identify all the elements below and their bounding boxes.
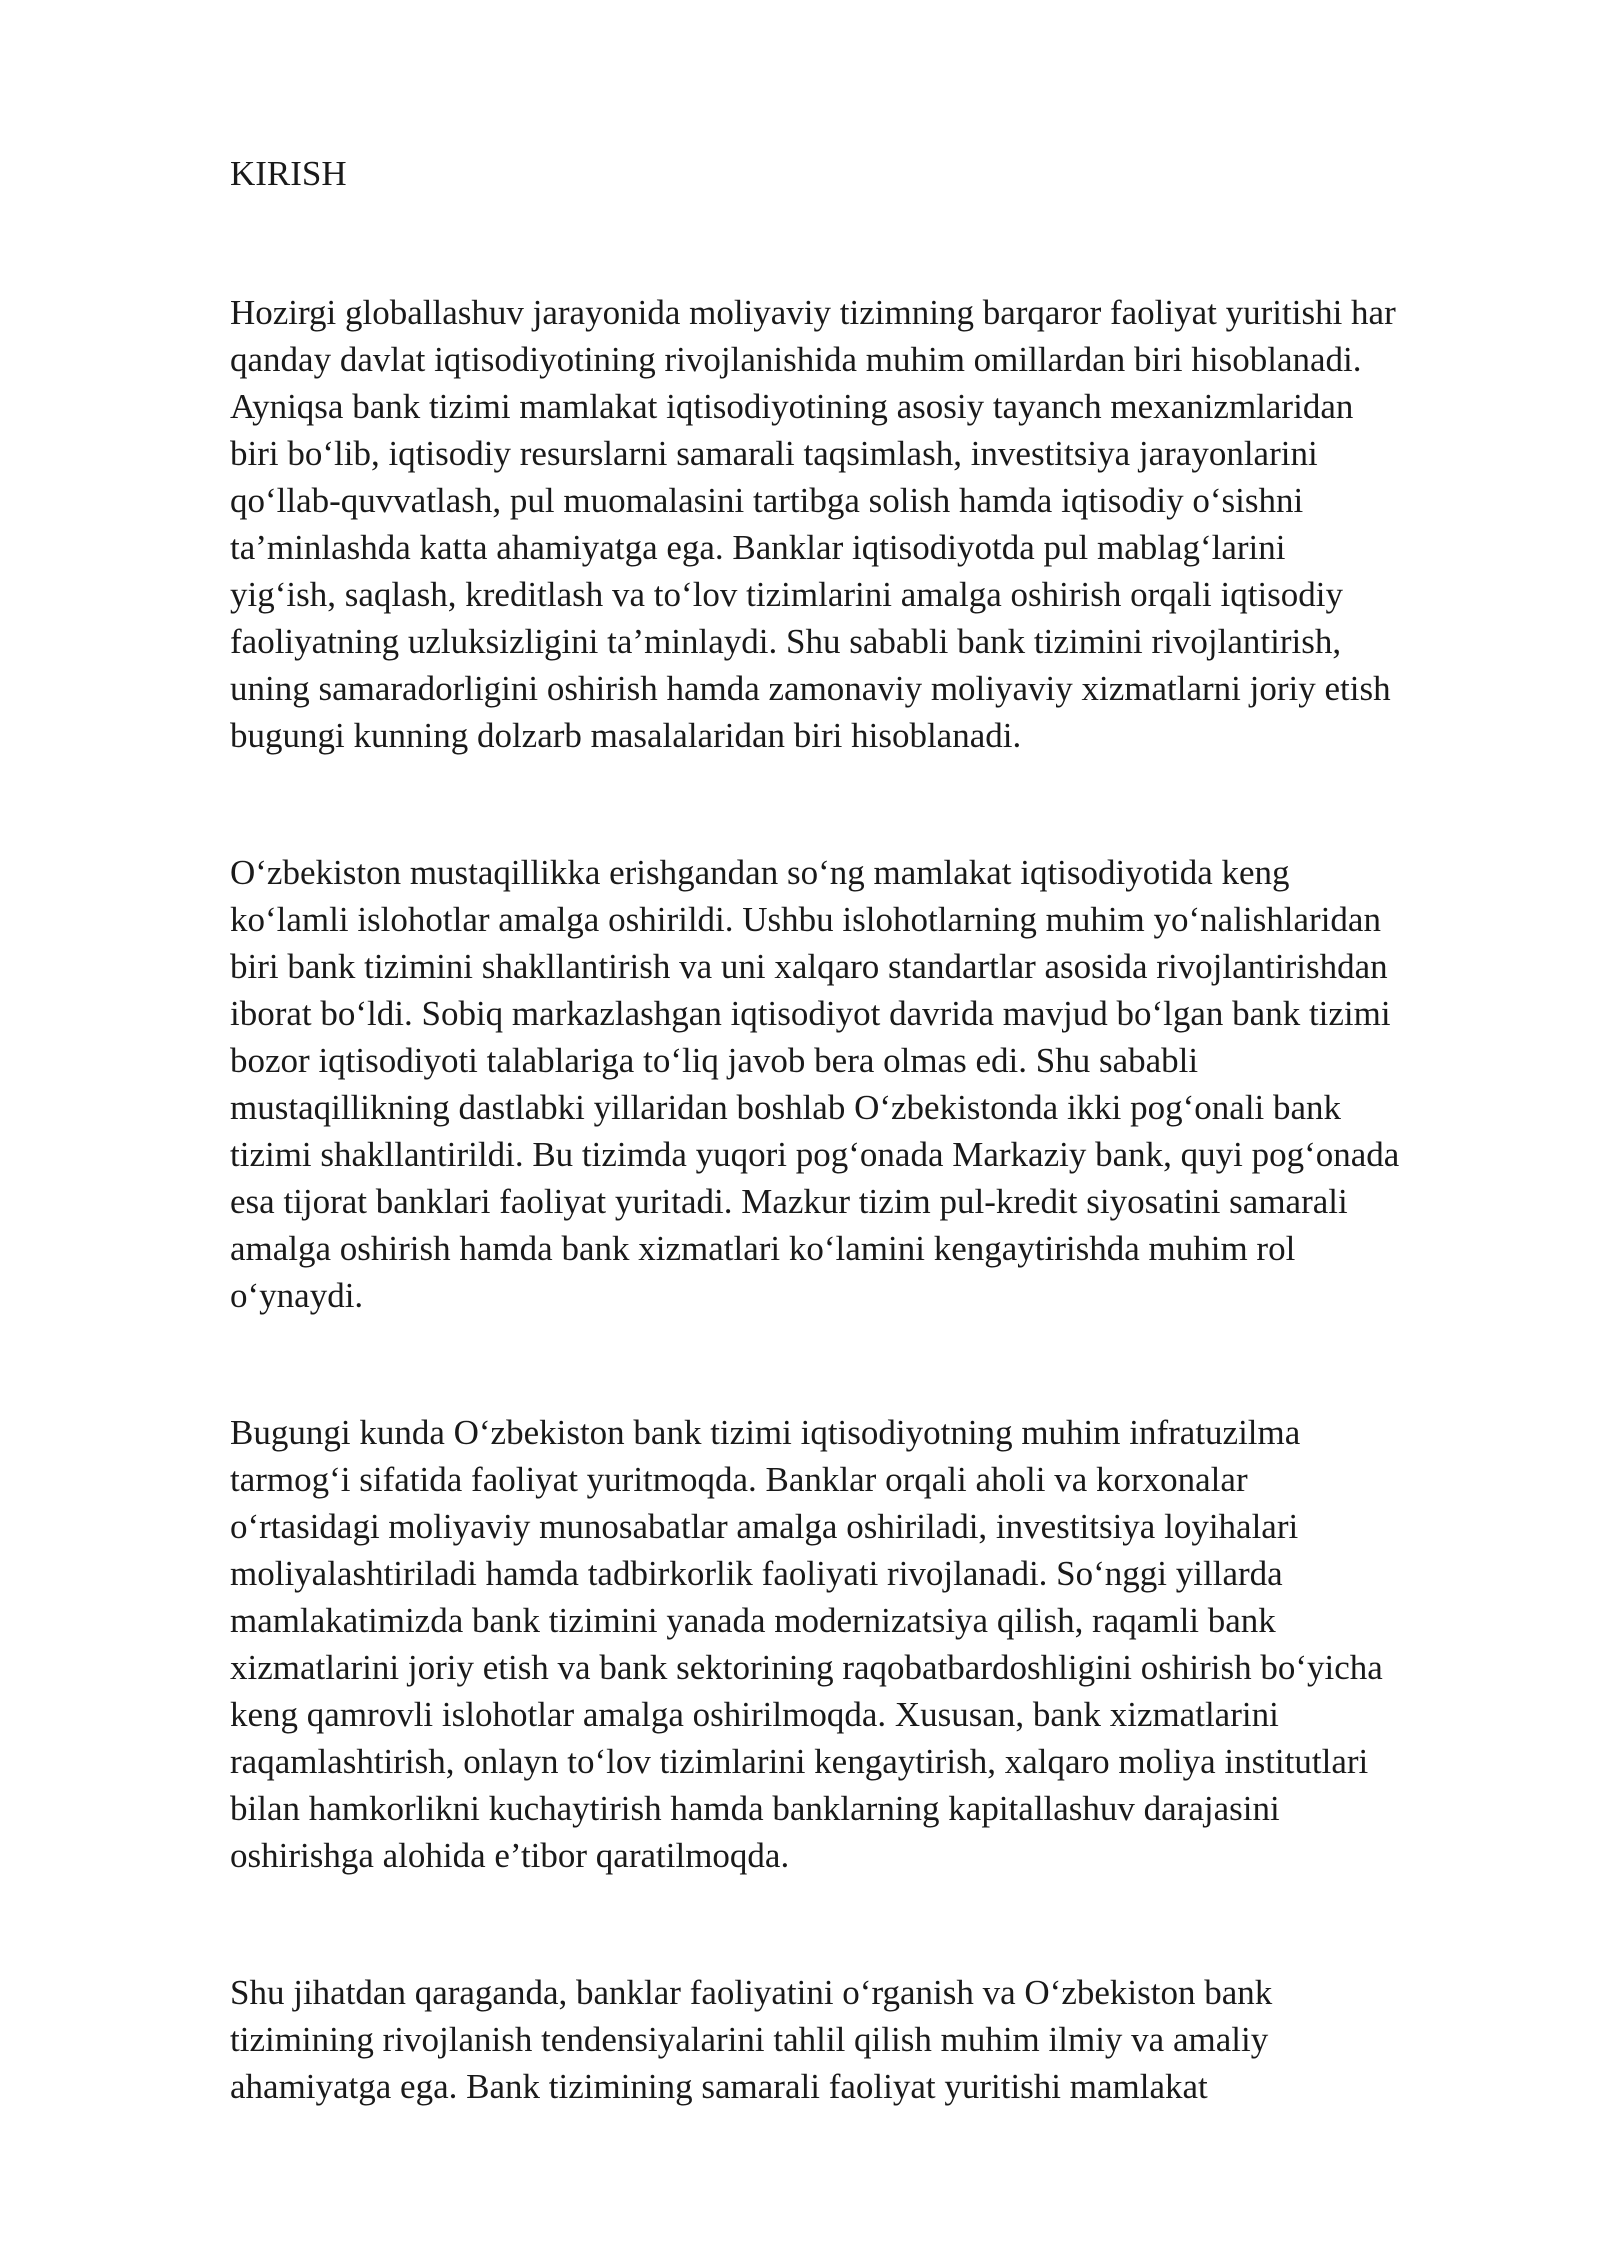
text-line: bilan hamkorlikni kuchaytirish hamda banklarning kapitallashuv darajasini — [230, 1789, 1280, 1828]
document-body — [230, 150, 1510, 2200]
text-line: biri bank tizimini shakllantirish va uni xalqaro standartlar asosida rivojlantirishdan — [230, 947, 1388, 986]
text-line: Ayniqsa bank tizimi mamlakat iqtisodiyotining asosiy tayanch mexanizmlaridan — [230, 387, 1354, 426]
text-line: bugungi kunning dolzarb masalalaridan biri hisoblanadi. — [230, 716, 1022, 755]
text-line: esa tijorat banklari faoliyat yuritadi. Mazkur tizim pul-kredit siyosatini samarali — [230, 1182, 1348, 1221]
paragraph — [230, 849, 1510, 1319]
text-line: Hozirgi globallashuv jarayonida moliyaviy tizimning barqaror faoliyat yuritishi har — [230, 293, 1396, 332]
text-line: Bugungi kunda O‘zbekiston bank tizimi iqtisodiyotning muhim infratuzilma — [230, 1413, 1301, 1452]
text-line: yig‘ish, saqlash, kreditlash va to‘lov tizimlarini amalga oshirish orqali iqtisodiy — [230, 575, 1344, 614]
paragraph — [230, 1409, 1510, 1879]
text-line: qo‘llab-quvvatlash, pul muomalasini tartibga solish hamda iqtisodiy o‘sishni — [230, 481, 1304, 520]
paragraph — [230, 1969, 1510, 2110]
text-line: tizimining rivojlanish tendensiyalarini tahlil qilish muhim ilmiy va amaliy — [230, 2020, 1269, 2059]
text-line: mustaqillikning dastlabki yillaridan boshlab O‘zbekistonda ikki pog‘onali bank — [230, 1088, 1342, 1127]
text-line: mamlakatimizda bank tizimini yanada modernizatsiya qilish, raqamli bank — [230, 1601, 1276, 1640]
text-line: ta’minlashda katta ahamiyatga ega. Banklar iqtisodiyotda pul mablag‘larini — [230, 528, 1286, 567]
text-line: biri bo‘lib, iqtisodiy resurslarni samarali taqsimlash, investitsiya jarayonlarini — [230, 434, 1318, 473]
text-line: raqamlashtirish, onlayn to‘lov tizimlarini kengaytirish, xalqaro moliya institutlari — [230, 1742, 1369, 1781]
text-line: Shu jihatdan qaraganda, banklar faoliyatini o‘rganish va O‘zbekiston bank — [230, 1973, 1273, 2012]
text-line: o‘rtasidagi moliyaviy munosabatlar amalga oshiriladi, investitsiya loyihalari — [230, 1507, 1299, 1546]
section-heading: KIRISH — [230, 154, 347, 193]
text-line: o‘ynaydi. — [230, 1276, 364, 1315]
text-line: O‘zbekiston mustaqillikka erishgandan so‘ng mamlakat iqtisodiyotida keng — [230, 853, 1290, 892]
text-line: iborat bo‘ldi. Sobiq markazlashgan iqtisodiyot davrida mavjud bo‘lgan bank tizimi — [230, 994, 1391, 1033]
text-line: ko‘lamli islohotlar amalga oshirildi. Ushbu islohotlarning muhim yo‘nalishlaridan — [230, 900, 1381, 939]
text-line: ahamiyatga ega. Bank tizimining samarali faoliyat yuritishi mamlakat — [230, 2067, 1208, 2106]
text-line: amalga oshirish hamda bank xizmatlari ko‘lamini kengaytirishda muhim rol — [230, 1229, 1296, 1268]
text-line: xizmatlarini joriy etish va bank sektorining raqobatbardoshligini oshirish bo‘yicha — [230, 1648, 1383, 1687]
text-line: uning samaradorligini oshirish hamda zamonaviy moliyaviy xizmatlarni joriy etish — [230, 669, 1391, 708]
text-line: tizimi shakllantirildi. Bu tizimda yuqori pog‘onada Markaziy bank, quyi pog‘onada — [230, 1135, 1400, 1174]
text-line: qanday davlat iqtisodiyotining rivojlanishida muhim omillardan biri hisoblanadi. — [230, 340, 1362, 379]
text-line: keng qamrovli islohotlar amalga oshirilmoqda. Xususan, bank xizmatlarini — [230, 1695, 1279, 1734]
text-line: bozor iqtisodiyoti talablariga to‘liq javob bera olmas edi. Shu sababli — [230, 1041, 1199, 1080]
text-line: tarmog‘i sifatida faoliyat yuritmoqda. Banklar orqali aholi va korxonalar — [230, 1460, 1248, 1499]
text-line: faoliyatning uzluksizligini ta’minlaydi. Shu sababli bank tizimini rivojlantirish, — [230, 622, 1342, 661]
text-line: oshirishga alohida e’tibor qaratilmoqda. — [230, 1836, 790, 1875]
text-line: moliyalashtiriladi hamda tadbirkorlik faoliyati rivojlanadi. So‘nggi yillarda — [230, 1554, 1283, 1593]
paragraph — [230, 289, 1510, 759]
